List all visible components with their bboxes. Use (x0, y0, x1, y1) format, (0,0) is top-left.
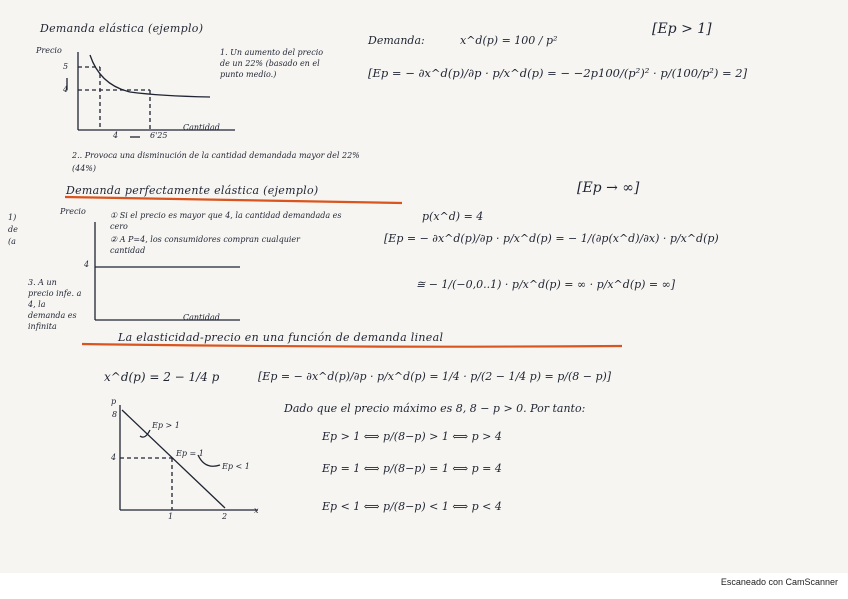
condition-eq: Ep = 1 ⟺ p/(8−p) = 1 ⟺ p = 4 (322, 462, 502, 475)
axis-price: Precio (36, 46, 62, 55)
section3-title: La elasticidad-precio en una función de demanda lineal (118, 331, 444, 344)
section1-title: Demanda elástica (ejemplo) (40, 22, 204, 35)
label-ep-gt: Ep > 1 (152, 421, 180, 430)
tick-x2: 6'25 (150, 131, 168, 140)
label-ep-lt: Ep < 1 (222, 462, 250, 471)
box-ep-inf: [Ep → ∞] (577, 180, 640, 196)
tick-y2: 4 (63, 85, 69, 94)
axis-price-2: Precio (60, 207, 86, 216)
axis-qty: Cantidad (183, 123, 220, 132)
p-condition: p(x^d) = 4 (422, 210, 484, 223)
note-perfect-1: ① Si el precio es mayor que 4, la cantidad demandada es cero (110, 211, 342, 231)
tick-y-4: 4 (84, 260, 90, 269)
linear-func: x^d(p) = 2 − 1/4 p (104, 370, 220, 384)
formula-1: [Ep = − ∂x^d(p)/∂p · p/x^d(p) = − −2p100/(p²)² · p/(100/p²) = 2] (368, 66, 748, 80)
tick-8: 8 (112, 410, 118, 419)
tick-y1: 5 (63, 62, 69, 71)
condition-lt: Ep < 1 ⟺ p/(8−p) < 1 ⟺ p < 4 (322, 500, 502, 513)
axis-x: x (254, 506, 259, 515)
section2-title: Demanda perfectamente elástica (ejemplo) (66, 184, 319, 197)
note-2: 2.. Provoca una disminución de la cantidad demandada mayor del 22% (44%) (72, 151, 360, 173)
demand-label: Demanda: (368, 34, 425, 47)
axis-qty-2: Cantidad (183, 313, 220, 322)
note-1: 1. Un aumento del precio de un 22% (basado en el punto medio.) (220, 48, 324, 79)
formula-2a: [Ep = − ∂x^d(p)/∂p · p/x^d(p) = − 1/(∂p(x^d)/∂x) · p/x^d(p) (384, 232, 719, 245)
label-ep-eq: Ep = 1 (176, 449, 204, 458)
tick-2: 2 (222, 512, 228, 521)
footer-watermark: Escaneado con CamScanner (720, 577, 838, 587)
tick-1: 1 (168, 512, 174, 521)
box-ep-gt-1: [Ep > 1] (652, 21, 712, 37)
condition-gt: Ep > 1 ⟺ p/(8−p) > 1 ⟺ p > 4 (322, 430, 502, 443)
formula-3: [Ep = − ∂x^d(p)/∂p · p/x^d(p) = 1/4 · p/(2 − 1/4 p) = p/(8 − p)] (258, 370, 612, 383)
formula-2b: ≅ − 1/(−0,0..1) · p/x^d(p) = ∞ · p/x^d(p) = ∞] (416, 278, 676, 291)
note-perfect-2: ② A P=4, los consumidores compran cualquier cantidad (110, 235, 300, 255)
demand-func: x^d(p) = 100 / p² (460, 34, 558, 47)
note-perfect-3: 3. A un precio infe. a 4, la demanda es infinita (28, 278, 82, 331)
side-note: 1) de (a (8, 213, 18, 246)
tick-x1: 4 (113, 131, 119, 140)
axis-p: p (111, 397, 117, 406)
tick-4-lin: 4 (111, 453, 117, 462)
given-text: Dado que el precio máximo es 8, 8 − p > 0. Por tanto: (284, 402, 586, 415)
